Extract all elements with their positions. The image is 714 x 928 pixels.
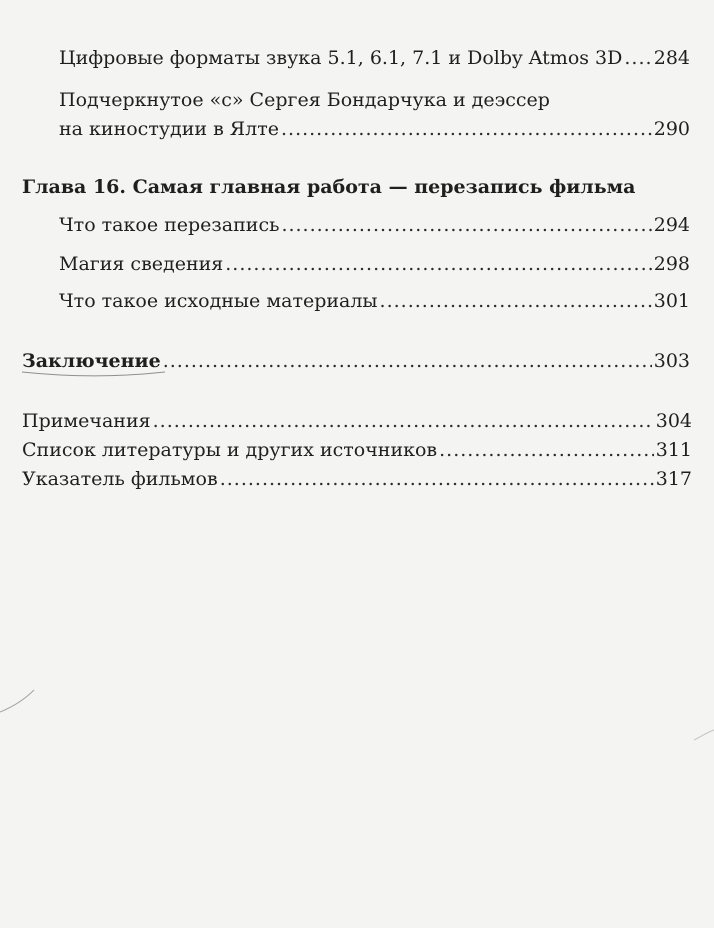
toc-entry-title: Что такое исходные материалы bbox=[59, 290, 378, 312]
toc-entry-page: 298 bbox=[653, 253, 690, 275]
toc-entry-bibliography bbox=[22, 438, 692, 462]
toc-entry-page: 311 bbox=[655, 439, 692, 461]
toc-entry-title: Указатель фильмов bbox=[22, 468, 218, 490]
toc-entry-digital-formats bbox=[59, 46, 690, 70]
leader-dots bbox=[281, 213, 651, 237]
chapter-16-heading: Глава 16. Самая главная работа — перезапись фильма bbox=[22, 176, 636, 198]
leader-dots bbox=[220, 467, 654, 491]
leader-dots bbox=[439, 438, 654, 462]
toc-entry-chapter16-item bbox=[59, 289, 690, 313]
toc-entry-title: Заключение bbox=[22, 350, 161, 372]
leader-dots bbox=[624, 46, 651, 70]
leader-dots bbox=[281, 117, 652, 141]
toc-entry-title: на киностудии в Ялте bbox=[59, 118, 279, 140]
toc-entry-page: 294 bbox=[653, 214, 690, 236]
toc-entry-chapter16-item bbox=[59, 213, 690, 237]
toc-entry-title: Что такое перезапись bbox=[59, 214, 280, 236]
toc-entry-page: 290 bbox=[653, 118, 690, 140]
toc-entry-title: Магия сведения bbox=[59, 253, 224, 275]
toc-entry-page: 317 bbox=[655, 468, 692, 490]
toc-entry-title: Примечания bbox=[22, 410, 151, 432]
toc-entry-bondarchuk-line2 bbox=[59, 117, 690, 141]
toc-entry-page: 303 bbox=[653, 350, 690, 372]
toc-entry-bondarchuk-line1 bbox=[59, 88, 550, 112]
leader-dots bbox=[153, 409, 654, 433]
toc-entry-title: Подчеркнутое «с» Сергея Бондарчука и деэссер bbox=[59, 89, 550, 111]
toc-entry-page: 284 bbox=[653, 47, 690, 69]
toc-entry-film-index bbox=[22, 467, 692, 491]
toc-entry-page: 301 bbox=[653, 290, 690, 312]
leader-dots bbox=[163, 349, 652, 373]
toc-entry-title: Цифровые форматы звука 5.1, 6.1, 7.1 и Dolby Atmos 3D bbox=[59, 47, 623, 69]
leader-dots bbox=[380, 289, 652, 313]
toc-entry-title: Список литературы и других источников bbox=[22, 439, 438, 461]
toc-entry-conclusion bbox=[22, 349, 690, 373]
toc-entry-chapter16-item bbox=[59, 252, 690, 276]
toc-entry-page: 304 bbox=[655, 410, 692, 432]
toc-entry-notes bbox=[22, 409, 692, 433]
leader-dots bbox=[225, 252, 651, 276]
